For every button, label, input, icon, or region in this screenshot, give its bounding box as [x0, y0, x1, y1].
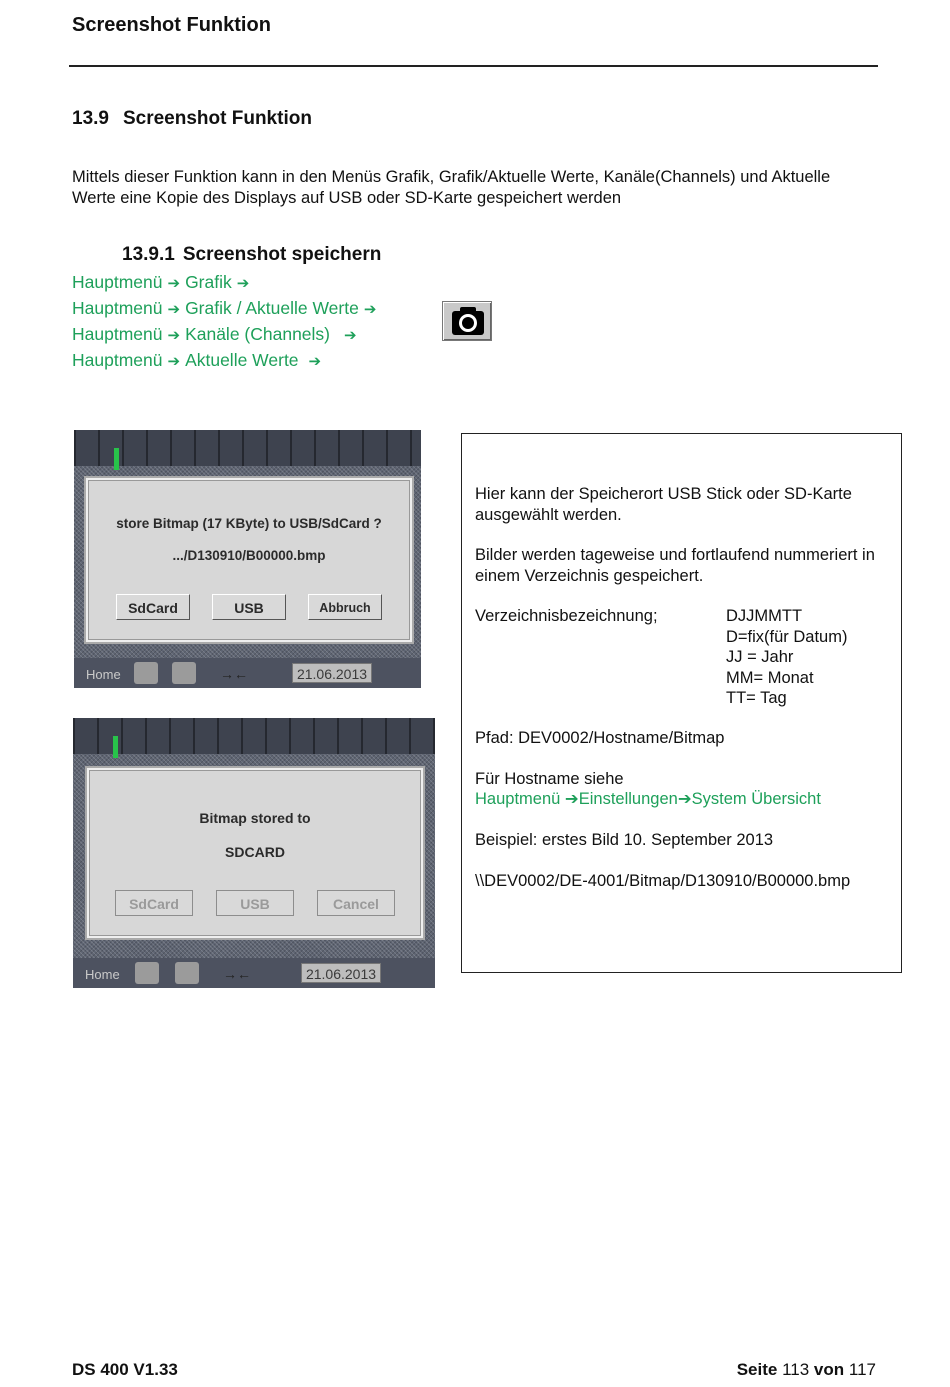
- screen-bottom-bar: [73, 958, 435, 988]
- dir-line: JJ = Jahr: [726, 648, 794, 666]
- info-box: [461, 433, 902, 973]
- screenshot-button[interactable]: [442, 301, 492, 341]
- nav-target: Grafik / Aktuelle Werte: [185, 298, 359, 318]
- arrow-right-icon: ➔: [167, 275, 181, 292]
- sdcard-button[interactable]: SdCard: [115, 890, 193, 916]
- dir-line: DJJMMTT: [726, 607, 803, 625]
- arrows-icon[interactable]: →←: [223, 966, 251, 982]
- home-button[interactable]: Home: [86, 667, 121, 682]
- arrow-right-icon: ➔: [167, 353, 181, 370]
- device-screen-store-dialog: [74, 430, 421, 688]
- nav-start: Hauptmenü: [72, 298, 163, 318]
- arrow-right-icon: ➔: [236, 275, 250, 292]
- hostname-path-step: Hauptmenü: [475, 790, 561, 808]
- abbruch-button[interactable]: Abbruch: [308, 594, 382, 620]
- dialog-target: SDCARD: [225, 844, 285, 860]
- channel-indicator: [114, 448, 119, 470]
- subsection-title: Screenshot speichern: [182, 244, 382, 265]
- nav-start: Hauptmenü: [72, 324, 163, 344]
- arrow-right-icon: ➔: [344, 327, 357, 344]
- footer-page-number: [737, 1360, 876, 1380]
- home-button[interactable]: Home: [85, 967, 120, 982]
- device-screen-stored-dialog: [73, 718, 435, 988]
- nav-path-kanaele: [72, 324, 362, 345]
- nav-target: Aktuelle Werte: [185, 350, 299, 370]
- camera-icon[interactable]: [135, 962, 159, 984]
- nav-target: Kanäle (Channels): [185, 324, 331, 344]
- footer-page-current: 113: [782, 1360, 810, 1379]
- store-dialog: [84, 476, 414, 644]
- nav-target: Grafik: [185, 272, 232, 292]
- dialog-filename: .../D130910/B00000.bmp: [172, 548, 326, 563]
- arrow-right-icon: ➔: [564, 790, 579, 808]
- info-hostname-label: Für Hostname siehe: [475, 770, 624, 788]
- intro-paragraph: Mittels dieser Funktion kann in den Menüs Grafik, Grafik/Aktuelle Werte, Kanäle(Channels) und Aktuelle Werte eine Kopie des Displays auf USB oder SD-Karte gespeichert werden: [72, 168, 831, 207]
- usb-button[interactable]: USB: [216, 890, 294, 916]
- sdcard-button[interactable]: SdCard: [116, 594, 190, 620]
- camera-icon: [451, 306, 485, 336]
- section-title: Screenshot Funktion: [122, 108, 312, 129]
- dir-line: D=fix(für Datum): [726, 627, 848, 646]
- info-storage-location: Hier kann der Speicherort USB Stick oder SD-Karte ausgewählt werden.: [475, 485, 852, 524]
- info-path: Pfad: DEV0002/Hostname/Bitmap: [475, 729, 725, 747]
- nav-path-grafik-aktuelle-werte: [72, 298, 381, 319]
- footer-document-version: DS 400 V1.33: [72, 1360, 178, 1379]
- info-directory-format: [726, 606, 847, 709]
- subsection-heading: [122, 244, 381, 266]
- nav-path-grafik: [72, 272, 254, 293]
- dir-line: MM= Monat: [726, 668, 814, 687]
- header-title: Screenshot Funktion: [72, 14, 271, 36]
- camera-icon[interactable]: [134, 662, 158, 684]
- section-heading: [72, 108, 312, 130]
- cancel-button[interactable]: Cancel: [317, 890, 395, 916]
- tool-icon[interactable]: [172, 662, 196, 684]
- stored-dialog: [85, 766, 425, 940]
- subsection-number: 13.9.1: [122, 244, 175, 265]
- arrow-right-icon: ➔: [677, 790, 692, 808]
- tool-icon[interactable]: [175, 962, 199, 984]
- info-example-label: Beispiel: erstes Bild 10. September 2013: [475, 831, 774, 849]
- section-number: 13.9: [72, 108, 109, 129]
- arrow-right-icon: ➔: [167, 327, 181, 344]
- screen-top-bar: [74, 430, 421, 466]
- info-example-path: \\DEV0002/DE-4001/Bitmap/D130910/B00000.bmp: [475, 872, 851, 890]
- footer-page-word: Seite: [736, 1360, 778, 1379]
- info-numbering: Bilder werden tageweise und fortlaufend nummeriert in einem Verzeichnis gespeichert.: [475, 546, 875, 585]
- screen-top-bar: [73, 718, 435, 754]
- info-directory-label: Verzeichnisbezeichnung;: [475, 607, 658, 625]
- dir-line: TT= Tag: [726, 689, 787, 707]
- date-display: 21.06.2013: [292, 663, 372, 683]
- nav-path-aktuelle-werte: [72, 350, 326, 371]
- channel-indicator: [113, 736, 118, 758]
- hostname-path-step: Einstellungen: [578, 790, 678, 808]
- usb-button[interactable]: USB: [212, 594, 286, 620]
- screen-bottom-bar: [74, 658, 421, 688]
- arrow-right-icon: ➔: [167, 301, 181, 318]
- info-hostname-path: [475, 789, 821, 810]
- hostname-path-step: System Übersicht: [691, 790, 821, 808]
- dialog-message: Bitmap stored to: [199, 810, 311, 826]
- dialog-question: store Bitmap (17 KByte) to USB/SdCard ?: [116, 516, 382, 531]
- footer-of-word: von: [813, 1360, 845, 1379]
- nav-start: Hauptmenü: [72, 272, 163, 292]
- nav-start: Hauptmenü: [72, 350, 163, 370]
- date-display: 21.06.2013: [301, 963, 381, 983]
- arrow-right-icon: ➔: [308, 353, 322, 370]
- arrow-right-icon: ➔: [363, 301, 377, 318]
- arrows-icon[interactable]: →←: [220, 666, 248, 682]
- header-divider: [69, 65, 878, 67]
- footer-page-total: 117: [848, 1360, 876, 1379]
